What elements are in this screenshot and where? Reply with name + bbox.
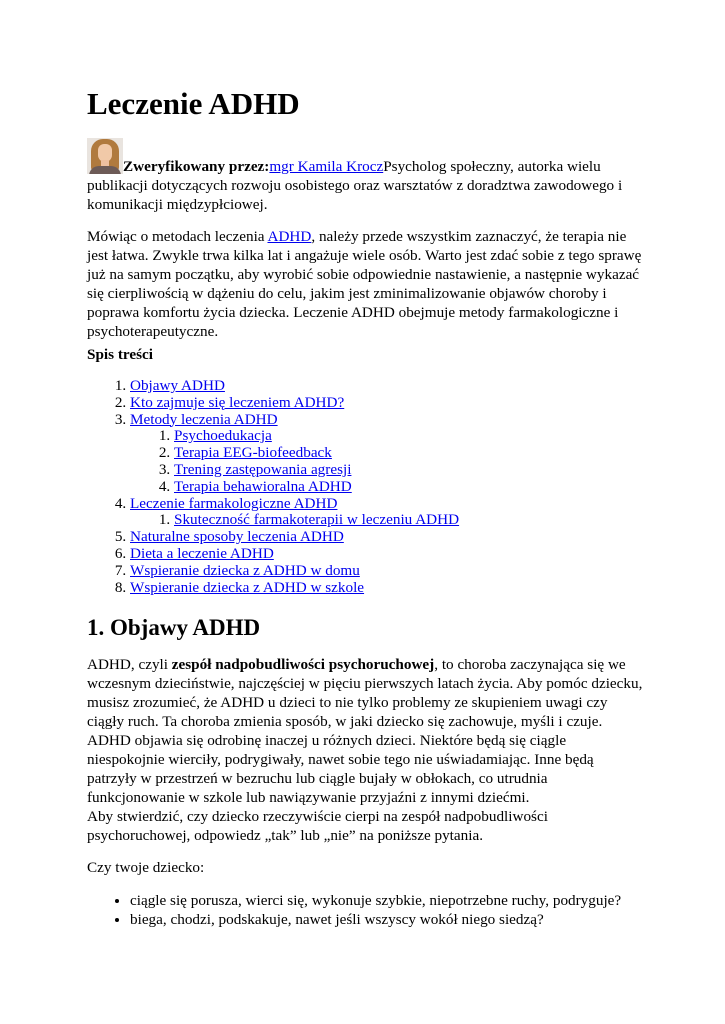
toc-link-kto[interactable]: Kto zajmuje się leczeniem ADHD? [130,393,345,411]
toc-link-metody[interactable]: Metody leczenia ADHD [130,410,278,428]
verification-block [87,138,647,214]
toc-item [130,546,647,563]
page-title: Leczenie ADHD [87,86,300,121]
toc-title: Spis treści [87,346,153,363]
author-description: publikacji dotyczących rozwoju osobistego oraz warsztatów z doradztwa zawodowego i komunikacji międzypłciowej. [87,177,623,213]
author-link[interactable]: mgr Kamila Krocz [269,158,384,175]
question-prompt: Czy twoje dziecko: [87,859,205,876]
toc-item [130,395,647,412]
author-avatar [87,138,123,174]
toc-item [130,378,647,395]
section-heading: 1. Objawy ADHD [87,615,261,640]
intro-paragraph: Mówiąc o metodach leczenia ADHD, należy przede wszystkim zaznaczyć, że terapia nie jest łatwa. Zwykle trwa kilka lat i angażuje wiele osób. Warto jest zdać sobie z tego sprawę już na samym początku, aby wyrobić sobie odpowiednie nastawienie, a następnie wykazać się cierpliwością w dążeniu do celu, jakim jest zminimalizowanie objawów choroby i poprawa komfortu życia dziecka. Leczenie ADHD obejmuje metody farmakologiczne i psychoterapeutyczne. [87,228,642,340]
toc-link-skutecznosc[interactable]: Skuteczność farmakoterapii w leczeniu ADHD [174,511,460,529]
section-paragraph: ADHD, czyli zespół nadpobudliwości psychoruchowej, to choroba zaczynająca się we wczesnym dzieciństwie, najczęściej w pięciu pierwszych latach życia. Aby pomóc dziecku, musisz zrozumieć, że ADHD u dzieci to nie tylko problemy ze skupieniem uwagi czy ciągły ruch. Ta choroba zmienia sposób, w jaki dziecko się zachowuje, myśli i czuje. ADHD objawia się odrobinę inaczej u różnych dzieci. Niektóre będą się ciągle niespokojnie wierciły, podrygiwały, nawet sobie tego nie uświadamiając. Inne będą patrzyły w przestrzeń w bezruchu lub ciągle bujały w obłokach, co utrudnia funkcjonowanie w szkole lub nawiązywanie przyjaźni z innymi dziećmi. [87,656,643,806]
toc-subitem [174,428,647,445]
question-intro-paragraph: Aby stwierdzić, czy dziecko rzeczywiście cierpi na zespół nadpobudliwości psychoruchowej, odpowiedz „tak” lub „nie” na poniższe pytania. [87,808,548,844]
toc-item [130,563,647,580]
question-list [87,891,647,929]
toc-item [130,529,647,546]
author-title: Psycholog społeczny, autorka wielu [383,158,601,175]
list-item: • biega, chodzi, podskakuje, nawet jeśli wszyscy wokół niego siedzą? [130,910,647,929]
toc-link-szkola[interactable]: Wspieranie dziecka z ADHD w szkole [130,578,365,596]
toc-subitem [174,462,647,479]
toc-link-farmakologiczne[interactable]: Leczenie farmakologiczne ADHD [130,494,338,512]
list-item: • ciągle się porusza, wierci się, wykonuje szybkie, niepotrzebne ruchy, podryguje? [130,891,647,910]
toc-item [130,580,647,597]
toc-item [130,496,647,530]
toc-link-eeg[interactable]: Terapia EEG-biofeedback [174,444,332,462]
toc-link-objawy[interactable]: Objawy ADHD [130,377,225,394]
toc-subitem [174,512,647,529]
toc-link-naturalne[interactable]: Naturalne sposoby leczenia ADHD [130,528,344,546]
toc-link-trening[interactable]: Trening zastępowania agresji [174,460,352,478]
adhd-link[interactable]: ADHD [267,228,312,245]
toc-link-dieta[interactable]: Dieta a leczenie ADHD [130,544,274,562]
toc-item [130,412,647,496]
toc-subitem [174,445,647,462]
toc-link-behawioralna[interactable]: Terapia behawioralna ADHD [174,477,352,495]
table-of-contents [87,378,647,596]
verified-label: Zweryfikowany przez: [123,158,270,175]
toc-link-dom[interactable]: Wspieranie dziecka z ADHD w domu [130,561,360,579]
toc-subitem [174,479,647,496]
toc-link-psychoedukacja[interactable]: Psychoedukacja [174,427,272,445]
